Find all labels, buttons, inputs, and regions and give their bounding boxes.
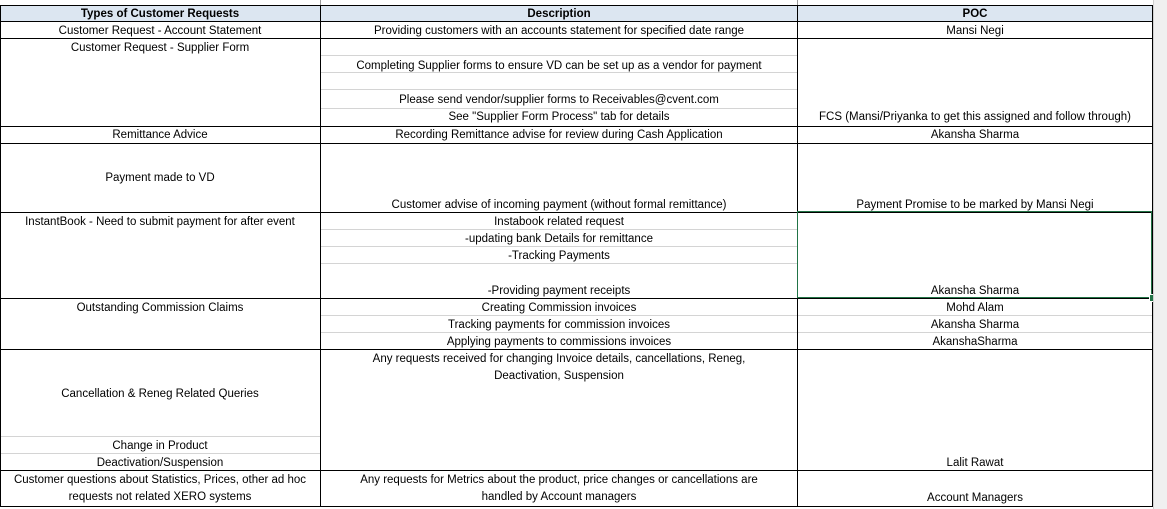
cell-description[interactable]: Customer advise of incoming payment (without formal remittance) <box>391 199 727 211</box>
cell-type[interactable]: Cancellation & Reneg Related Queries <box>61 388 259 400</box>
gridline <box>0 453 320 454</box>
row-border <box>0 38 1153 39</box>
cell-type[interactable]: Customer Request - Supplier Form <box>70 42 250 54</box>
cell-description[interactable]: -Tracking Payments <box>508 250 610 262</box>
row-border <box>0 349 1153 350</box>
cell-poc[interactable]: Akansha Sharma <box>930 285 1020 297</box>
row-border <box>0 21 1153 22</box>
row-border <box>0 143 1153 144</box>
gridline <box>320 55 797 56</box>
gridline <box>320 315 1153 316</box>
cell-description[interactable]: Tracking payments for commission invoices <box>448 319 670 331</box>
cell-description[interactable]: Creating Commission invoices <box>481 302 637 314</box>
cell-description[interactable]: Please send vendor/supplier forms to Receivables@cvent.com <box>399 94 719 106</box>
row-border <box>0 506 1153 507</box>
cell-type[interactable]: Outstanding Commission Claims <box>76 302 244 314</box>
gridline <box>320 108 797 109</box>
cell-description[interactable]: Any requests for Metrics about the product, price changes or cancellations are <box>360 474 758 486</box>
cell-type[interactable]: Customer Request - Account Statement <box>58 25 262 37</box>
column-border <box>0 5 1 507</box>
row-border <box>0 5 1153 6</box>
cell-type[interactable]: Deactivation/Suspension <box>96 457 224 469</box>
cell-selection[interactable] <box>797 211 1152 298</box>
cell-description[interactable]: Applying payments to commissions invoices <box>446 336 672 348</box>
cell-poc[interactable]: Mansi Negi <box>946 25 1004 37</box>
cell-description[interactable]: Providing customers with an accounts statement for specified date range <box>373 25 745 37</box>
cell-description[interactable]: See "Supplier Form Process" tab for details <box>448 111 670 123</box>
cell-poc[interactable]: Akansha Sharma <box>930 129 1020 141</box>
cell-poc[interactable]: Account Managers <box>927 492 1023 504</box>
cell-poc[interactable]: AkanshaSharma <box>932 336 1018 348</box>
cell-poc[interactable]: Payment Promise to be marked by Mansi Negi <box>856 199 1094 211</box>
cell-type[interactable]: Remittance Advice <box>112 129 208 141</box>
cell-description[interactable]: -Providing payment receipts <box>487 285 631 297</box>
cell-description[interactable]: Completing Supplier forms to ensure VD can be set up as a vendor for payment <box>356 60 762 72</box>
gridline <box>320 229 797 230</box>
cell-poc[interactable]: Lalit Rawat <box>946 457 1004 469</box>
gridline <box>320 89 797 90</box>
gridline <box>320 263 797 264</box>
row-border <box>0 126 1153 127</box>
gridline <box>320 246 797 247</box>
vertical-scrollbar[interactable] <box>1153 0 1167 509</box>
cell-type[interactable]: Payment made to VD <box>105 172 215 184</box>
cell-description[interactable]: Any requests received for changing Invoice details, cancellations, Reneg, <box>372 353 746 365</box>
header-description[interactable]: Description <box>527 8 591 20</box>
row-border <box>0 470 1153 471</box>
cell-description[interactable]: Instabook related request <box>494 216 624 228</box>
cell-type[interactable]: InstantBook - Need to submit payment for after event <box>25 216 295 228</box>
cell-poc[interactable]: Akansha Sharma <box>930 319 1020 331</box>
cell-type[interactable]: Change in Product <box>112 440 208 452</box>
cell-description[interactable]: -updating bank Details for remittance <box>465 233 653 245</box>
column-border <box>320 5 321 507</box>
cell-type[interactable]: Customer questions about Statistics, Prices, other ad hoc <box>13 474 307 486</box>
gridline <box>320 332 1153 333</box>
cell-description[interactable]: Recording Remittance advise for review during Cash Application <box>395 129 723 141</box>
cell-type[interactable]: requests not related XERO systems <box>68 491 252 503</box>
cell-poc[interactable]: FCS (Mansi/Priyanka to get this assigned and follow through) <box>819 111 1131 123</box>
cell-poc[interactable]: Mohd Alam <box>946 302 1004 314</box>
row-border <box>0 298 1153 299</box>
header-poc[interactable]: POC <box>962 8 988 20</box>
header-types[interactable]: Types of Customer Requests <box>80 8 240 20</box>
gridline <box>0 436 320 437</box>
cell-description[interactable]: handled by Account managers <box>481 491 637 503</box>
cell-description[interactable]: Deactivation, Suspension <box>494 370 624 382</box>
